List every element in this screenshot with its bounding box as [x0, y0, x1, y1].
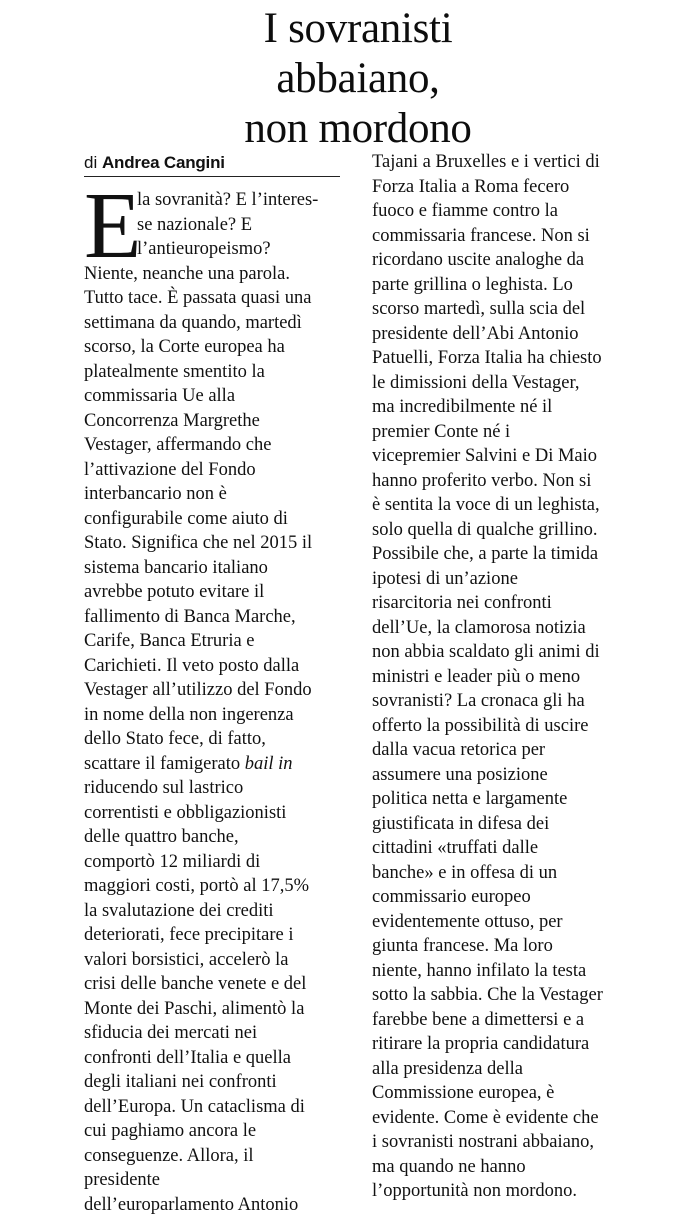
text-line: Vestager, affermando che [84, 433, 346, 458]
text-line: Monte dei Paschi, alimentò la [84, 997, 346, 1022]
right-column [372, 150, 640, 1204]
text-line: dell’Europa. Un cataclisma di [84, 1095, 346, 1120]
text-line: giunta francese. Ma loro [372, 934, 640, 959]
text-line: ritirare la propria candidatura [372, 1032, 640, 1057]
text-line: banche» e in offesa di un [372, 861, 640, 886]
text-line: niente, hanno infilato la testa [372, 959, 640, 984]
text-line: parte grillina o leghista. Lo [372, 273, 640, 298]
author-name: Andrea Cangini [102, 153, 225, 172]
text-line: Niente, neanche una parola. [84, 262, 346, 287]
text-line: la sovranità? E l’interes- [84, 188, 346, 213]
text-line: politica netta e largamente [372, 787, 640, 812]
text-line: conseguenze. Allora, il [84, 1144, 346, 1169]
headline [208, 4, 508, 154]
headline-line: non mordono [208, 104, 508, 154]
text-line: dell’Ue, la clamorosa notizia [372, 616, 640, 641]
text-line: Commissione europea, è [372, 1081, 640, 1106]
text-line: l’opportunità non mordono. [372, 1179, 640, 1204]
text-line: sotto la sabbia. Che la Vestager [372, 983, 640, 1008]
text-line: presidente dell’Abi Antonio [372, 322, 640, 347]
text-line: dello Stato fece, di fatto, [84, 727, 346, 752]
text-line: commissaria Ue alla [84, 384, 346, 409]
text-line: dell’europarlamento Antonio [84, 1193, 346, 1217]
text-line: alla presidenza della [372, 1057, 640, 1082]
text-line: deteriorati, fece precipitare i [84, 923, 346, 948]
text-line: vicepremier Salvini e Di Maio [372, 444, 640, 469]
text-line: in nome della non ingerenza [84, 703, 346, 728]
text-line: se nazionale? E [84, 213, 346, 238]
left-column [84, 188, 346, 1217]
text-line: delle quattro banche, [84, 825, 346, 850]
text-line: maggiori costi, portò al 17,5% [84, 874, 346, 899]
drop-cap: E [84, 186, 134, 266]
text-segment: scattare il famigerato [84, 754, 240, 774]
text-line: Tutto tace. È passata quasi una [84, 286, 346, 311]
text-line: Possibile che, a parte la timida [372, 542, 640, 567]
text-line: premier Conte né i [372, 420, 640, 445]
text-line: sistema bancario italiano [84, 556, 346, 581]
text-line-with-italic [84, 752, 346, 777]
headline-line: abbaiano, [208, 54, 508, 104]
text-line: Vestager all’utilizzo del Fondo [84, 678, 346, 703]
text-line: cittadini «truffati dalle [372, 836, 640, 861]
byline-prefix: di [84, 153, 97, 172]
text-line: Carife, Banca Etruria e [84, 629, 346, 654]
text-line: cui paghiamo ancora le [84, 1119, 346, 1144]
text-line: configurabile come aiuto di [84, 507, 346, 532]
text-line: fuoco e fiamme contro la [372, 199, 640, 224]
text-line: Carichieti. Il veto posto dalla [84, 654, 346, 679]
text-line: confronti dell’Italia e quella [84, 1046, 346, 1071]
text-line: sfiducia dei mercati nei [84, 1021, 346, 1046]
text-line: evidentemente ottuso, per [372, 910, 640, 935]
text-line: ma incredibilmente né il [372, 395, 640, 420]
text-line: i sovranisti nostrani abbaiano, [372, 1130, 640, 1155]
text-line: assumere una posizione [372, 763, 640, 788]
text-line: Concorrenza Margrethe [84, 409, 346, 434]
text-line: non abbia scaldato gli animi di [372, 640, 640, 665]
text-line: valori borsistici, accelerò la [84, 948, 346, 973]
text-line: correntisti e obbligazionisti [84, 801, 346, 826]
text-line: giustificata in difesa dei [372, 812, 640, 837]
text-line: ministri e leader più o meno [372, 665, 640, 690]
text-line: scorso martedì, sulla scia del [372, 297, 640, 322]
text-line: commissario europeo [372, 885, 640, 910]
text-line: platealmente smentito la [84, 360, 346, 385]
text-line: l’antieuropeismo? [84, 237, 346, 262]
text-line: avrebbe potuto evitare il [84, 580, 346, 605]
text-line: ricordano uscite analoghe da [372, 248, 640, 273]
text-line: Stato. Significa che nel 2015 il [84, 531, 346, 556]
text-line: crisi delle banche venete e del [84, 972, 346, 997]
italic-phrase: bail in [245, 754, 293, 774]
text-line: l’attivazione del Fondo [84, 458, 346, 483]
text-line: dalla vacua retorica per [372, 738, 640, 763]
text-line: risarcitoria nei confronti [372, 591, 640, 616]
text-line: Patuelli, Forza Italia ha chiesto [372, 346, 640, 371]
text-line: evidente. Come è evidente che [372, 1106, 640, 1131]
text-line: degli italiani nei confronti [84, 1070, 346, 1095]
text-line: settimana da quando, martedì [84, 311, 346, 336]
text-line: ma quando ne hanno [372, 1155, 640, 1180]
text-line: interbancario non è [84, 482, 346, 507]
text-line: Forza Italia a Roma fecero [372, 175, 640, 200]
text-line: farebbe bene a dimettersi e a [372, 1008, 640, 1033]
text-line: è sentita la voce di un leghista, [372, 493, 640, 518]
text-line: comportò 12 miliardi di [84, 850, 346, 875]
text-line: solo quella di qualche grillino. [372, 518, 640, 543]
text-line: commissaria francese. Non si [372, 224, 640, 249]
headline-line: I sovranisti [208, 4, 508, 54]
text-line: riducendo sul lastrico [84, 776, 346, 801]
text-line: ipotesi di un’azione [372, 567, 640, 592]
text-line: le dimissioni della Vestager, [372, 371, 640, 396]
text-line: scorso, la Corte europea ha [84, 335, 346, 360]
text-line: Tajani a Bruxelles e i vertici di [372, 150, 640, 175]
text-line: offerto la possibilità di uscire [372, 714, 640, 739]
text-line: hanno proferito verbo. Non si [372, 469, 640, 494]
text-line: sovranisti? La cronaca gli ha [372, 689, 640, 714]
text-line: fallimento di Banca Marche, [84, 605, 346, 630]
text-line: presidente [84, 1168, 346, 1193]
text-line: la svalutazione dei crediti [84, 899, 346, 924]
